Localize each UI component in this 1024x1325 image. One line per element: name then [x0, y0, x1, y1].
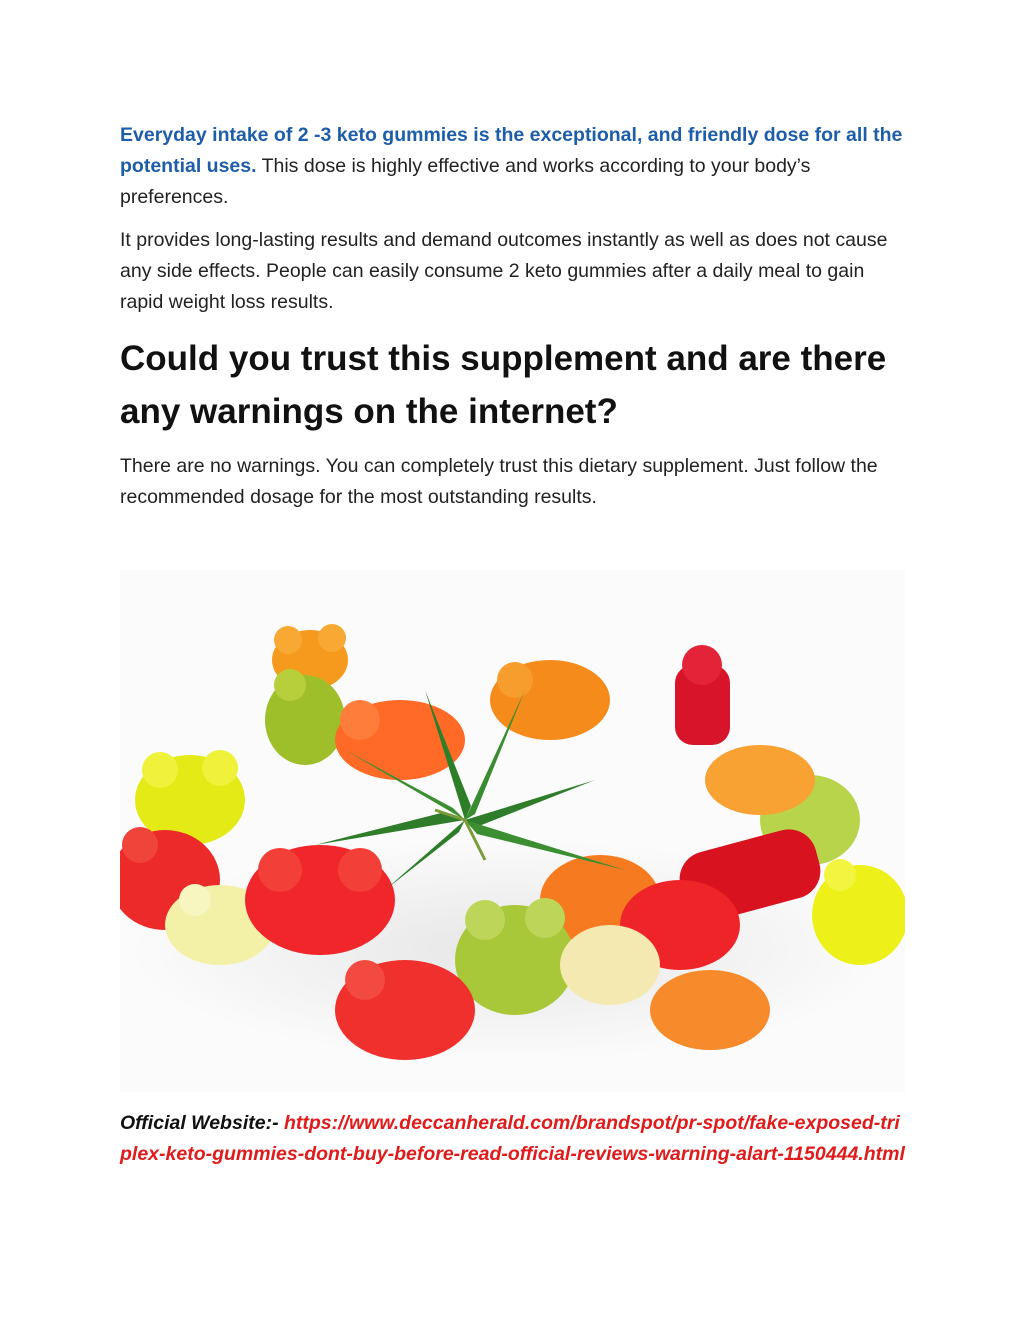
gummy-bear-orange-front: [650, 970, 770, 1050]
results-paragraph: It provides long-lasting results and demand outcomes instantly as well as does not cause any side effects. People can easily consume 2 keto gummies after a daily meal to gain rapid weight loss results.: [120, 229, 888, 313]
gummy-bear-red-center: [245, 845, 395, 955]
official-website-link[interactable]: https://www.deccanherald.com/brandspot/pr-spot/fake-exposed-triplex-keto-gummies-dont-buy-before-read-official-reviews-warning-alart-1150444.html: [120, 1112, 905, 1165]
official-website-label: Official Website:-: [120, 1112, 279, 1134]
gummy-bear-orange-left: [335, 700, 465, 780]
gummy-bear-green-front: [455, 898, 575, 1015]
section-heading: Could you trust this supplement and are there any warnings on the internet?: [120, 339, 887, 431]
gummy-bear-orange-right: [705, 745, 815, 815]
gummy-bear-yellow-right: [812, 859, 905, 965]
gummies-illustration: [120, 570, 905, 1092]
gummy-bear-yellow-left: [135, 750, 245, 845]
gummies-image: [120, 570, 905, 1092]
intro-highlight: Everyday intake of 2 -3 keto gummies is the exceptional, and friendly dose for all the potential uses.: [120, 124, 903, 177]
gummy-bear-red-front: [335, 960, 475, 1060]
gummy-bear-red-back: [675, 645, 730, 745]
intro-rest: This dose is highly effective and works according to your body’s preferences.: [120, 155, 811, 208]
official-website-line: [120, 1108, 910, 1170]
gummy-bear-pale-front: [560, 925, 660, 1005]
intro-paragraph: [120, 120, 910, 213]
warnings-paragraph: There are no warnings. You can completely trust this dietary supplement. Just follow the recommended dosage for the most outstanding results.: [120, 455, 878, 508]
